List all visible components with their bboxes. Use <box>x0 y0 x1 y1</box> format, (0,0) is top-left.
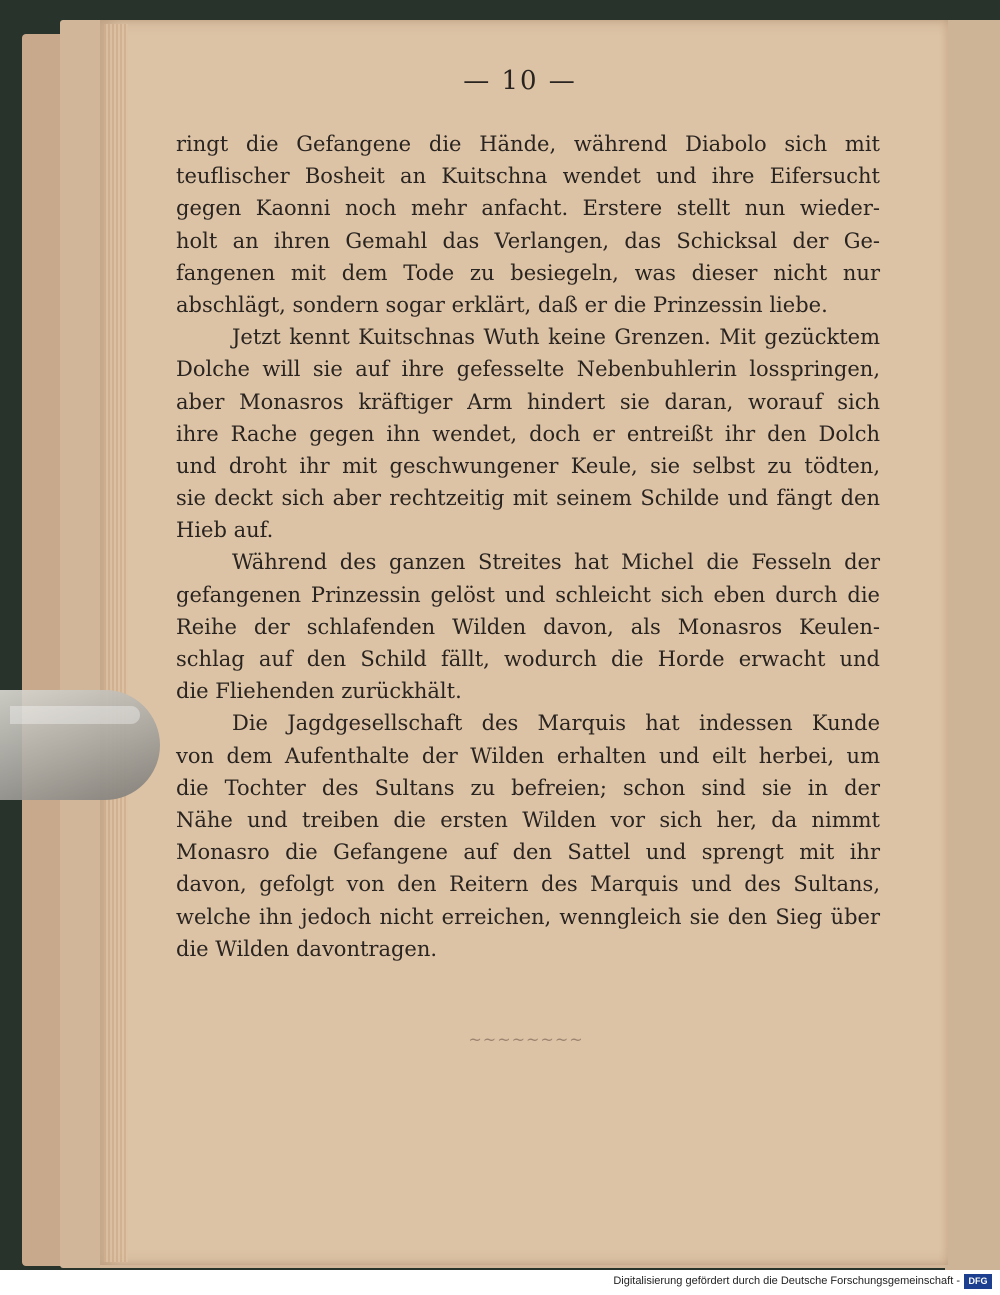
dfg-logo: DFG <box>964 1274 992 1289</box>
text-line: welche ihn jedoch nicht erreichen, wenngleich sie den Sieg über <box>176 904 880 929</box>
page-stack-edge <box>104 24 128 1262</box>
text-line: holt an ihren Gemahl das Verlangen, das Schicksal der Ge- <box>176 228 880 253</box>
funding-credit: Digitalisierung gefördert durch die Deutsche Forschungsgemeinschaft - <box>613 1275 960 1287</box>
text-line: ringt die Gefangene die Hände, während Diabolo sich mit <box>176 132 880 156</box>
body-text <box>176 128 880 965</box>
text-line: Hieb auf. <box>176 518 274 543</box>
text-line: davon, gefolgt von den Reitern des Marquis und des Sultans, <box>176 872 880 897</box>
text-line: Monasro die Gefangene auf den Sattel und sprengt mit ihr <box>176 840 880 865</box>
page-number: — 10 — <box>463 66 577 96</box>
text-line: und droht ihr mit geschwungener Keule, sie selbst zu tödten, <box>176 453 880 478</box>
text-line: Während des ganzen Streites hat Michel die Fesseln der <box>232 550 880 575</box>
text-line: abschlägt, sondern sogar erklärt, daß er die Prinzessin liebe. <box>176 292 828 317</box>
footer-bar <box>0 1270 1000 1295</box>
text-line: von dem Aufenthalte der Wilden erhalten und eilt herbei, um <box>176 743 880 768</box>
page-clip-highlight <box>10 706 140 724</box>
text-line: sie deckt sich aber rechtzeitig mit seinem Schilde und fängt den <box>176 486 880 511</box>
paragraph <box>176 321 880 546</box>
text-line: gefangenen Prinzessin gelöst und schleicht sich eben durch die <box>176 582 880 607</box>
text-line: teuflischer Bosheit an Kuitschna wendet und ihre Eifersucht <box>176 164 880 189</box>
text-line: gegen Kaonni noch mehr anfacht. Erstere stellt nun wieder- <box>176 196 880 221</box>
paragraph <box>176 128 880 321</box>
paragraph <box>176 707 880 965</box>
text-line: Die Jagdgesellschaft des Marquis hat indessen Kunde <box>232 711 880 736</box>
text-line: Reihe der schlafenden Wilden davon, als Monasros Keulen- <box>176 614 880 639</box>
text-line: die Wilden davontragen. <box>176 936 438 961</box>
paragraph <box>176 546 880 707</box>
ornament-divider: ~~~~~~~~ <box>468 1030 584 1049</box>
text-line: Jetzt kennt Kuitschnas Wuth keine Grenzen. Mit gezücktem <box>232 325 880 350</box>
text-line: Nähe und treiben die ersten Wilden vor sich her, da nimmt <box>176 807 880 832</box>
text-line: aber Monasros kräftiger Arm hindert sie daran, worauf sich <box>176 389 880 414</box>
text-line: fangenen mit dem Tode zu besiegeln, was dieser nicht nur <box>176 260 880 285</box>
book-right-edge <box>945 20 1000 1270</box>
text-line: die Fliehenden zurückhält. <box>176 679 462 704</box>
text-line: ihre Rache gegen ihn wendet, doch er entreißt ihr den Dolch <box>176 421 880 446</box>
text-line: die Tochter des Sultans zu befreien; schon sind sie in der <box>176 775 880 800</box>
text-line: schlag auf den Schild fällt, wodurch die Horde erwacht und <box>176 647 880 671</box>
text-line: Dolche will sie auf ihre gefesselte Nebenbuhlerin losspringen, <box>176 357 880 382</box>
